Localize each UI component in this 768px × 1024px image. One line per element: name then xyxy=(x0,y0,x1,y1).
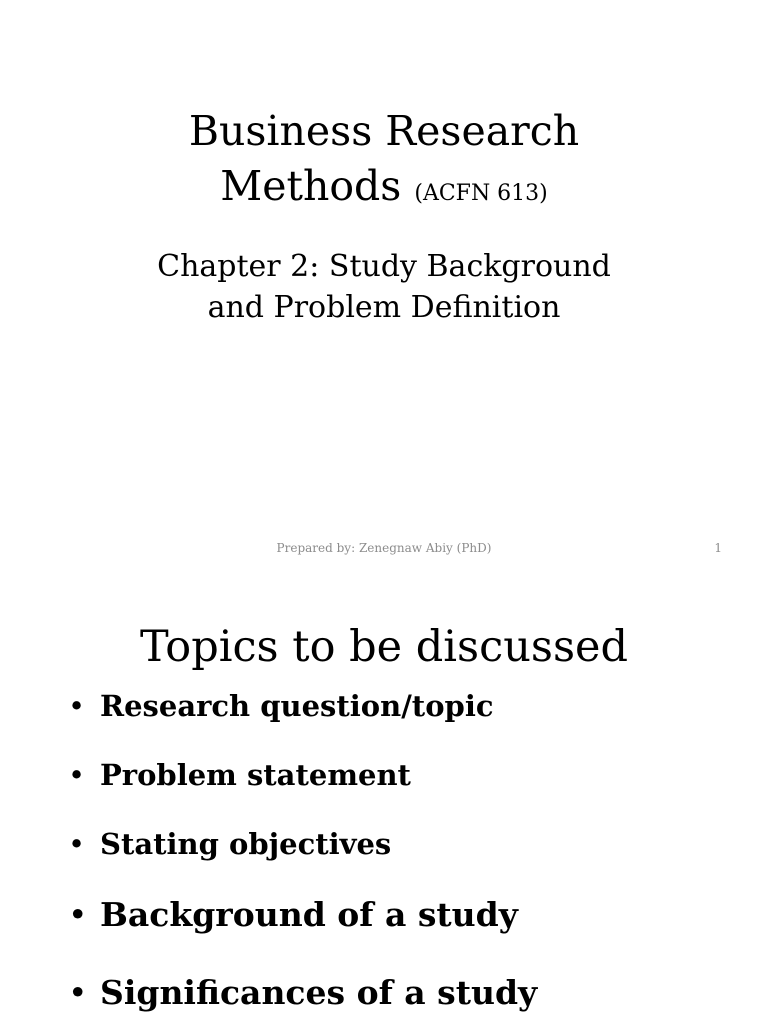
topic-label: Research question/topic xyxy=(100,689,494,723)
bullet-icon: • xyxy=(68,973,88,1012)
bullet-icon: • xyxy=(68,895,88,934)
title-methods: Methods xyxy=(220,162,402,210)
subtitle-line-2: and Problem Definition xyxy=(207,290,561,325)
list-item xyxy=(68,893,537,937)
topic-label: Stating objectives xyxy=(100,827,392,861)
bullet-icon: • xyxy=(68,758,86,792)
list-item xyxy=(68,686,537,726)
slide-2 xyxy=(0,576,768,1024)
topic-label: Significances of a study xyxy=(100,973,538,1012)
list-item xyxy=(68,971,537,1015)
title-line-2 xyxy=(0,159,768,221)
list-item xyxy=(68,824,537,864)
course-code: (ACFN 613) xyxy=(414,181,548,206)
bullet-icon: • xyxy=(68,689,86,723)
subtitle-line-1: Chapter 2: Study Background xyxy=(157,249,611,284)
prepared-by-footer: Prepared by: Zenegnaw Abiy (PhD) xyxy=(276,541,492,555)
title-line-1: Business Research xyxy=(188,107,580,155)
topics-list xyxy=(68,686,537,1024)
chapter-subtitle xyxy=(0,246,768,328)
topic-label: Problem statement xyxy=(100,758,411,792)
page-number: 1 xyxy=(714,541,722,555)
slide-title xyxy=(0,104,768,221)
topic-label: Background of a study xyxy=(100,895,518,934)
topics-title: Topics to be discussed xyxy=(139,622,629,672)
bullet-icon: • xyxy=(68,827,86,861)
list-item xyxy=(68,755,537,795)
